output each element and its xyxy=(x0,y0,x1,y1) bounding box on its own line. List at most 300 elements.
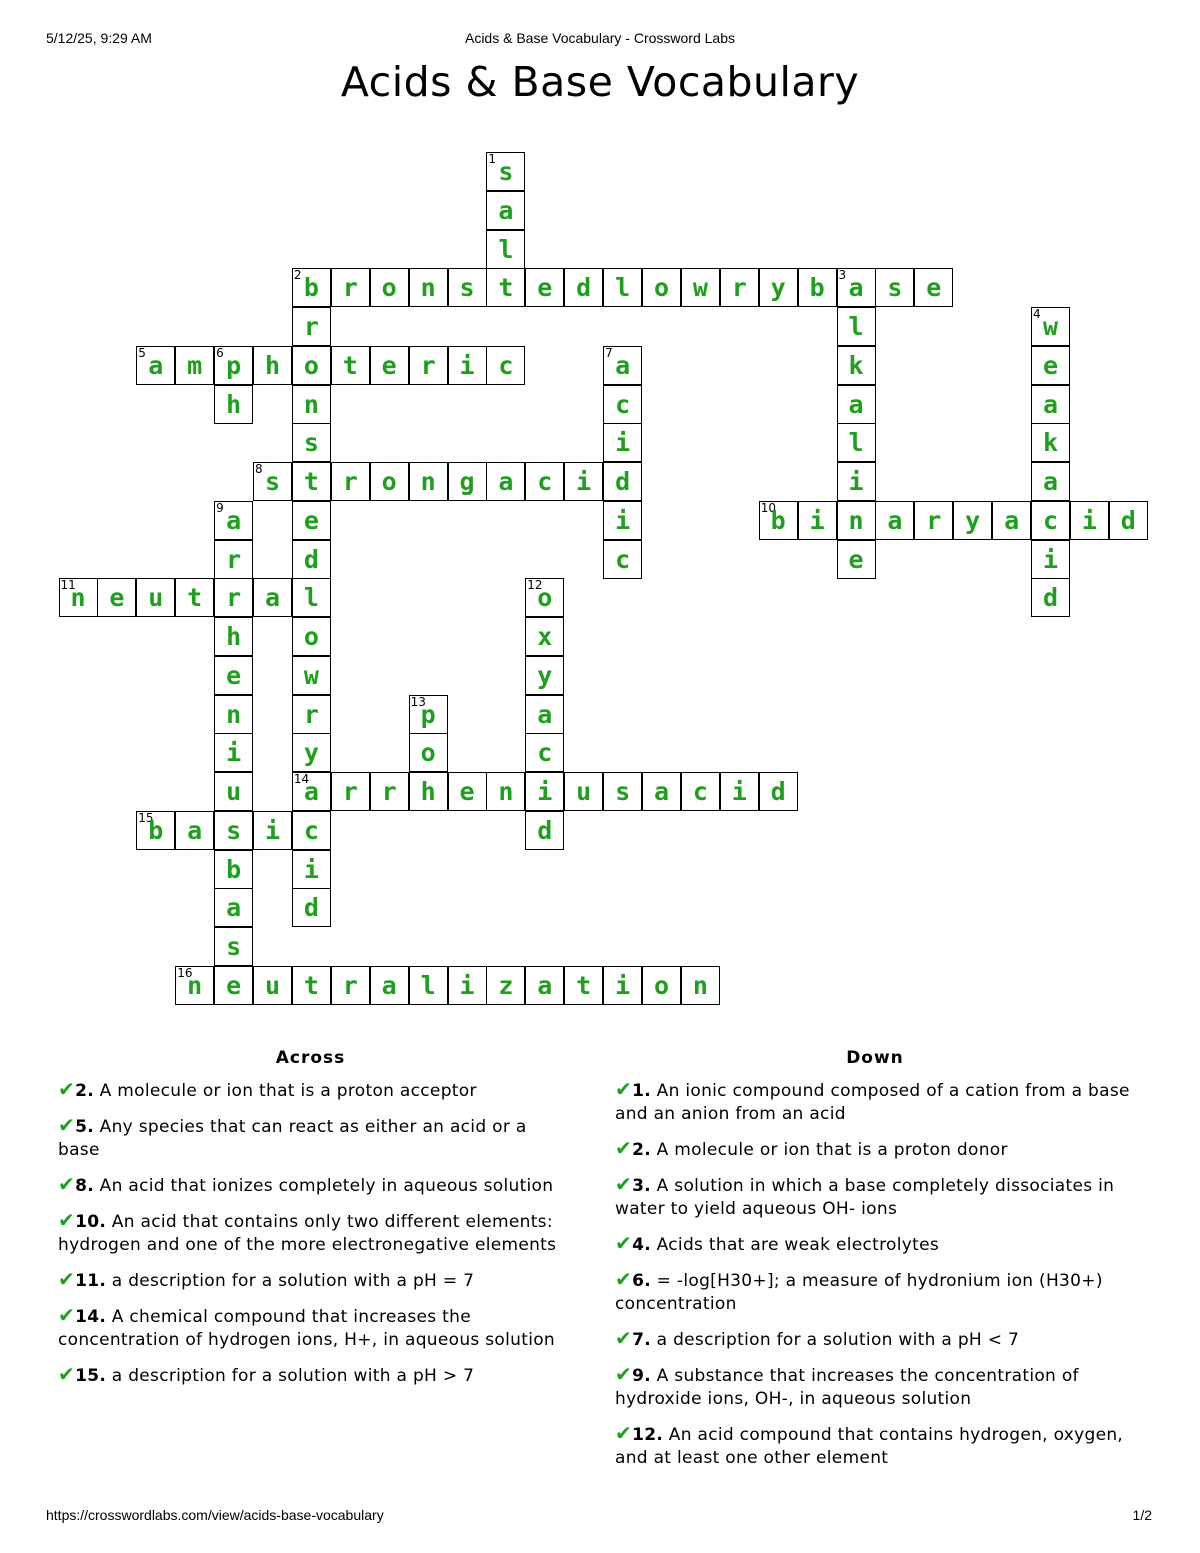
cell-letter: s xyxy=(887,273,903,303)
grid-cell[interactable] xyxy=(292,733,331,772)
grid-cell[interactable] xyxy=(603,346,642,385)
grid-cell[interactable] xyxy=(214,733,253,772)
cell-letter: l xyxy=(420,970,436,1000)
grid-cell[interactable] xyxy=(214,772,253,811)
grid-cell[interactable] xyxy=(525,772,564,811)
clue-across xyxy=(58,1363,563,1388)
clue-text: Any species that can react as either an acid or a base xyxy=(58,1117,527,1160)
clue-number: 4 xyxy=(1033,307,1041,321)
grid-cell[interactable] xyxy=(370,966,409,1005)
cell-letter: o xyxy=(303,622,319,651)
grid-cell[interactable] xyxy=(953,501,992,540)
grid-cell[interactable] xyxy=(603,501,642,540)
grid-cell[interactable] xyxy=(214,811,253,850)
clue-number: 6. xyxy=(632,1271,651,1291)
grid-cell[interactable] xyxy=(875,268,914,307)
puzzle-title: Acids & Base Vocabulary xyxy=(340,58,860,106)
cell-letter: a xyxy=(537,699,553,729)
grid-cell[interactable] xyxy=(214,927,253,966)
cell-letter: o xyxy=(653,273,670,303)
grid-cell[interactable] xyxy=(642,268,681,307)
cell-letter: i xyxy=(1042,544,1059,574)
grid-cell[interactable] xyxy=(1031,578,1070,617)
cell-letter: r xyxy=(420,350,436,380)
grid-cell[interactable] xyxy=(1031,307,1070,346)
cell-letter: a xyxy=(303,777,319,806)
cell-letter: r xyxy=(226,544,242,574)
cell-letter: r xyxy=(342,467,358,496)
cell-letter: c xyxy=(537,738,553,768)
grid-cell[interactable] xyxy=(525,617,564,656)
grid-cell[interactable] xyxy=(214,540,253,579)
cell-letter: h xyxy=(264,350,281,380)
grid-cell[interactable] xyxy=(681,966,720,1005)
grid-cell[interactable] xyxy=(486,772,525,811)
grid-cell[interactable] xyxy=(214,346,253,385)
clue-text: An ionic compound composed of a cation from a base and an anion from an acid xyxy=(615,1081,1130,1124)
cell-letter: a xyxy=(653,777,670,806)
cell-letter: b xyxy=(770,505,786,535)
grid-cell[interactable] xyxy=(798,501,837,540)
cell-letter: t xyxy=(303,970,319,1000)
grid-cell[interactable] xyxy=(525,811,564,850)
cell-letter: i xyxy=(731,777,747,806)
grid-cell[interactable] xyxy=(409,268,448,307)
cell-letter: e xyxy=(303,505,319,535)
cell-letter: i xyxy=(537,777,553,806)
clue-number: 3 xyxy=(838,268,847,283)
grid-cell[interactable] xyxy=(759,501,798,540)
cell-letter: b xyxy=(148,815,164,845)
grid-cell[interactable] xyxy=(642,966,681,1005)
grid-cell[interactable] xyxy=(59,578,98,617)
cell-letter: r xyxy=(342,273,358,303)
cell-letter: k xyxy=(848,350,864,380)
cell-letter: s xyxy=(303,428,319,458)
cell-letter: n xyxy=(420,273,436,303)
cell-letter: r xyxy=(342,777,358,806)
cell-letter: b xyxy=(809,273,825,303)
check-icon: ✔ xyxy=(615,1077,633,1101)
grid-cell[interactable] xyxy=(603,772,642,811)
grid-cell[interactable] xyxy=(837,540,876,579)
cell-letter: t xyxy=(187,583,203,613)
grid-cell[interactable] xyxy=(720,772,759,811)
grid-cell[interactable] xyxy=(175,346,214,385)
grid-cell[interactable] xyxy=(214,578,253,617)
across-clues xyxy=(58,1048,563,1399)
grid-cell[interactable] xyxy=(214,695,253,734)
check-icon: ✔ xyxy=(615,1326,633,1350)
grid-cell[interactable] xyxy=(1109,501,1148,540)
grid-cell[interactable] xyxy=(292,501,331,540)
grid-cell[interactable] xyxy=(448,966,487,1005)
cell-letter: e xyxy=(226,660,242,690)
grid-cell[interactable] xyxy=(292,423,331,462)
grid-cell[interactable] xyxy=(525,733,564,772)
grid-cell[interactable] xyxy=(409,733,448,772)
cell-letter: w xyxy=(1042,312,1059,341)
cell-letter: u xyxy=(148,583,164,613)
clue-across xyxy=(58,1114,563,1162)
clue-number: 1 xyxy=(488,152,497,166)
cell-letter: b xyxy=(303,273,319,303)
clue-text: Acids that are weak electrolytes xyxy=(650,1235,939,1255)
cell-letter: x xyxy=(537,622,553,651)
cell-letter: n xyxy=(692,970,708,1000)
grid-cell[interactable] xyxy=(875,501,914,540)
grid-cell[interactable] xyxy=(97,578,136,617)
clue-text: A solution in which a base completely dissociates in water to yield aqueous OH- ions xyxy=(615,1176,1115,1219)
cell-letter: e xyxy=(459,777,475,806)
cell-letter: h xyxy=(226,389,242,419)
cell-letter: p xyxy=(420,699,436,729)
cell-letter: y xyxy=(770,273,786,303)
grid-cell[interactable] xyxy=(175,578,214,617)
clue-down xyxy=(615,1422,1135,1470)
across-heading: Across xyxy=(275,1048,346,1068)
grid-cell[interactable] xyxy=(409,695,448,734)
cell-letter: e xyxy=(226,970,242,1000)
grid-cell[interactable] xyxy=(253,346,292,385)
clue-number: 2 xyxy=(293,268,302,283)
grid-cell[interactable] xyxy=(486,152,525,191)
grid-cell[interactable] xyxy=(253,578,292,617)
cell-letter: n xyxy=(848,505,864,535)
cell-letter: d xyxy=(615,467,631,496)
cell-letter: i xyxy=(615,970,631,1000)
clue-text: An acid compound that contains hydrogen, oxygen, and at least one other element xyxy=(615,1425,1124,1468)
grid-cell[interactable] xyxy=(1031,501,1070,540)
grid-cell[interactable] xyxy=(253,811,292,850)
grid-cell[interactable] xyxy=(292,268,331,307)
grid-cell[interactable] xyxy=(292,578,331,617)
grid-cell[interactable] xyxy=(409,462,448,501)
cell-letter: o xyxy=(537,583,553,613)
grid-cell[interactable] xyxy=(370,772,409,811)
cell-letter: o xyxy=(381,273,397,303)
cell-letter: e xyxy=(381,350,397,380)
clue-down xyxy=(615,1173,1135,1221)
grid-cell[interactable] xyxy=(992,501,1031,540)
grid-cell[interactable] xyxy=(525,966,564,1005)
check-icon: ✔ xyxy=(615,1231,633,1255)
grid-cell[interactable] xyxy=(759,772,798,811)
clue-down xyxy=(615,1137,1135,1162)
clue-text: a description for a solution with a pH = 7 xyxy=(106,1271,475,1291)
grid-cell[interactable] xyxy=(175,811,214,850)
grid-cell[interactable] xyxy=(292,966,331,1005)
cell-letter: z xyxy=(498,970,514,1000)
grid-cell[interactable] xyxy=(837,385,876,424)
clue-number: 10 xyxy=(760,500,776,515)
cell-letter: i xyxy=(809,505,825,535)
cell-letter: n xyxy=(70,583,86,613)
cell-letter: a xyxy=(848,273,864,303)
grid-cell[interactable] xyxy=(1031,423,1070,462)
cell-letter: i xyxy=(459,350,475,380)
check-icon: ✔ xyxy=(58,1303,76,1327)
cell-letter: s xyxy=(264,467,281,496)
cell-letter: a xyxy=(187,815,203,845)
cell-letter: p xyxy=(226,350,242,380)
grid-cell[interactable] xyxy=(370,462,409,501)
grid-cell[interactable] xyxy=(331,772,370,811)
cell-letter: l xyxy=(615,273,631,303)
grid-cell[interactable] xyxy=(370,268,409,307)
clue-number: 11. xyxy=(75,1271,107,1291)
print-url: https://crosswordlabs.com/view/acids-base-vocabulary xyxy=(46,1507,384,1523)
cell-letter: i xyxy=(264,815,281,845)
clue-number: 5 xyxy=(138,345,146,360)
clue-across xyxy=(58,1173,563,1198)
grid-cell[interactable] xyxy=(486,191,525,230)
check-icon: ✔ xyxy=(615,1421,633,1445)
grid-cell[interactable] xyxy=(292,617,331,656)
cell-letter: u xyxy=(576,777,592,806)
grid-cell[interactable] xyxy=(837,501,876,540)
grid-cell[interactable] xyxy=(525,656,564,695)
clue-number: 15 xyxy=(138,810,154,825)
cell-letter: o xyxy=(303,350,319,380)
clue-across xyxy=(58,1209,563,1257)
grid-cell[interactable] xyxy=(486,230,525,269)
cell-letter: o xyxy=(653,970,670,1000)
grid-cell[interactable] xyxy=(448,268,487,307)
clue-down xyxy=(615,1232,1135,1257)
grid-cell[interactable] xyxy=(448,346,487,385)
grid-cell[interactable] xyxy=(292,540,331,579)
cell-letter: i xyxy=(848,467,864,496)
cell-letter: s xyxy=(226,815,242,845)
clue-text: An acid that ionizes completely in aqueous solution xyxy=(93,1176,554,1196)
cell-letter: a xyxy=(1004,505,1020,535)
print-page-title: Acids & Base Vocabulary - Crossword Labs xyxy=(464,30,735,46)
grid-cell[interactable] xyxy=(292,888,331,927)
cell-letter: c xyxy=(1042,505,1059,535)
grid-cell[interactable] xyxy=(253,966,292,1005)
cell-letter: d xyxy=(576,273,592,303)
grid-cell[interactable] xyxy=(292,346,331,385)
grid-cell[interactable] xyxy=(564,966,603,1005)
cell-letter: l xyxy=(848,312,864,341)
cell-letter: c xyxy=(498,350,514,380)
grid-cell[interactable] xyxy=(720,268,759,307)
grid-cell[interactable] xyxy=(331,268,370,307)
grid-cell[interactable] xyxy=(409,966,448,1005)
clue-number: 13 xyxy=(410,694,426,709)
grid-cell[interactable] xyxy=(214,656,253,695)
cell-letter: i xyxy=(303,854,319,884)
down-heading: Down xyxy=(846,1048,904,1068)
cell-letter: c xyxy=(303,815,319,845)
grid-cell[interactable] xyxy=(292,695,331,734)
grid-cell[interactable] xyxy=(837,462,876,501)
grid-cell[interactable] xyxy=(331,346,370,385)
grid-cell[interactable] xyxy=(409,346,448,385)
grid-cell[interactable] xyxy=(136,578,175,617)
grid-cell[interactable] xyxy=(681,772,720,811)
cell-letter: u xyxy=(226,777,242,806)
cell-letter: a xyxy=(226,893,242,923)
cell-letter: a xyxy=(615,350,631,380)
check-icon: ✔ xyxy=(58,1362,76,1386)
grid-cell[interactable] xyxy=(914,501,953,540)
grid-cell[interactable] xyxy=(837,268,876,307)
grid-cell[interactable] xyxy=(603,462,642,501)
grid-cell[interactable] xyxy=(292,811,331,850)
across-clue-list xyxy=(58,1078,563,1388)
clue-number: 14. xyxy=(75,1307,107,1327)
cell-letter: a xyxy=(148,350,164,380)
clue-across xyxy=(58,1304,563,1352)
grid-cell[interactable] xyxy=(292,850,331,889)
cell-letter: i xyxy=(615,505,631,535)
clue-across xyxy=(58,1078,563,1103)
clue-text: An acid that contains only two different elements: hydrogen and one of the more electronegative elements xyxy=(58,1212,557,1255)
grid-cell[interactable] xyxy=(1031,540,1070,579)
grid-cell[interactable] xyxy=(292,772,331,811)
grid-cell[interactable] xyxy=(448,462,487,501)
grid-cell[interactable] xyxy=(214,617,253,656)
grid-cell[interactable] xyxy=(837,307,876,346)
grid-cell[interactable] xyxy=(603,966,642,1005)
grid-cell[interactable] xyxy=(331,966,370,1005)
grid-cell[interactable] xyxy=(525,695,564,734)
grid-cell[interactable] xyxy=(292,307,331,346)
clue-number: 9 xyxy=(216,500,224,515)
grid-cell[interactable] xyxy=(837,346,876,385)
grid-cell[interactable] xyxy=(525,578,564,617)
cell-letter: e xyxy=(848,544,864,574)
clue-number: 2. xyxy=(632,1140,651,1160)
grid-cell[interactable] xyxy=(1031,385,1070,424)
grid-cell[interactable] xyxy=(564,462,603,501)
cell-letter: c xyxy=(537,467,553,496)
cell-letter: r xyxy=(731,273,747,303)
grid-cell[interactable] xyxy=(409,772,448,811)
clue-number: 3. xyxy=(632,1176,651,1196)
grid-cell[interactable] xyxy=(486,462,525,501)
cell-letter: l xyxy=(848,428,864,458)
cell-letter: w xyxy=(692,273,708,303)
clue-text: = -log[H30+]; a measure of hydronium ion (H30+) concentration xyxy=(615,1271,1103,1314)
cell-letter: r xyxy=(342,970,358,1000)
clue-text: A chemical compound that increases the concentration of hydrogen ions, H+, in aqueous solution xyxy=(58,1307,555,1350)
cell-letter: t xyxy=(342,350,358,380)
grid-cell[interactable] xyxy=(214,501,253,540)
cell-letter: s xyxy=(615,777,631,806)
cell-letter: y xyxy=(537,660,553,690)
grid-cell[interactable] xyxy=(214,966,253,1005)
grid-cell[interactable] xyxy=(525,268,564,307)
grid-cell[interactable] xyxy=(214,385,253,424)
grid-cell[interactable] xyxy=(486,346,525,385)
grid-cell[interactable] xyxy=(486,268,525,307)
cell-letter: t xyxy=(498,273,514,303)
grid-cell[interactable] xyxy=(1031,462,1070,501)
grid-cell[interactable] xyxy=(837,423,876,462)
grid-cell[interactable] xyxy=(564,772,603,811)
cell-letter: a xyxy=(887,505,903,535)
cell-letter: d xyxy=(303,544,319,574)
grid-cell[interactable] xyxy=(603,268,642,307)
cell-letter: i xyxy=(1081,505,1097,535)
clue-number: 14 xyxy=(293,772,310,786)
grid-cell[interactable] xyxy=(914,268,953,307)
grid-cell[interactable] xyxy=(681,268,720,307)
cell-letter: d xyxy=(1120,505,1136,535)
grid-cell[interactable] xyxy=(1031,346,1070,385)
grid-cell[interactable] xyxy=(448,772,487,811)
grid-cell[interactable] xyxy=(214,850,253,889)
clue-down xyxy=(615,1078,1135,1126)
clue-number: 10. xyxy=(75,1212,107,1232)
grid-cell[interactable] xyxy=(253,462,292,501)
grid-cell[interactable] xyxy=(603,540,642,579)
clue-down xyxy=(615,1268,1135,1316)
grid-cell[interactable] xyxy=(525,462,564,501)
grid-cell[interactable] xyxy=(603,385,642,424)
cell-letter: w xyxy=(303,660,319,690)
clue-text: A molecule or ion that is a proton donor xyxy=(650,1140,1008,1160)
clue-number: 15. xyxy=(75,1366,107,1386)
grid-cell[interactable] xyxy=(759,268,798,307)
grid-cell[interactable] xyxy=(486,966,525,1005)
cell-letter: n xyxy=(420,467,436,496)
cell-letter: r xyxy=(303,312,319,341)
cell-letter: r xyxy=(303,699,319,729)
cell-letter: d xyxy=(537,815,553,845)
grid-cell[interactable] xyxy=(136,811,175,850)
cell-letter: t xyxy=(303,467,319,496)
grid-cell[interactable] xyxy=(175,966,214,1005)
cell-letter: l xyxy=(303,583,319,613)
cell-letter: m xyxy=(187,350,203,380)
grid-cell[interactable] xyxy=(292,462,331,501)
check-icon: ✔ xyxy=(58,1172,76,1196)
clue-number: 12 xyxy=(527,578,543,593)
cell-letter: o xyxy=(420,738,436,768)
grid-cell[interactable] xyxy=(292,656,331,695)
cell-letter: a xyxy=(498,467,514,496)
cell-letter: l xyxy=(498,234,514,264)
grid-cell[interactable] xyxy=(564,268,603,307)
cell-letter: s xyxy=(459,273,475,303)
grid-cell[interactable] xyxy=(370,346,409,385)
grid-cell[interactable] xyxy=(331,462,370,501)
clue-number: 8. xyxy=(75,1176,94,1196)
cell-letter: i xyxy=(226,738,242,768)
clue-number: 16 xyxy=(177,965,193,980)
cell-letter: a xyxy=(498,195,514,225)
grid-cell[interactable] xyxy=(136,346,175,385)
grid-cell[interactable] xyxy=(1070,501,1109,540)
grid-cell[interactable] xyxy=(798,268,837,307)
cell-letter: c xyxy=(615,544,631,574)
cell-letter: e xyxy=(537,273,553,303)
grid-cell[interactable] xyxy=(292,385,331,424)
grid-cell[interactable] xyxy=(642,772,681,811)
check-icon: ✔ xyxy=(58,1113,76,1137)
cell-letter: i xyxy=(576,467,592,496)
cell-letter: r xyxy=(226,583,242,613)
grid-cell[interactable] xyxy=(214,888,253,927)
print-footer xyxy=(0,1507,1200,1527)
grid-cell[interactable] xyxy=(603,423,642,462)
cell-letter: r xyxy=(381,777,397,806)
cell-letter: k xyxy=(1042,428,1059,458)
